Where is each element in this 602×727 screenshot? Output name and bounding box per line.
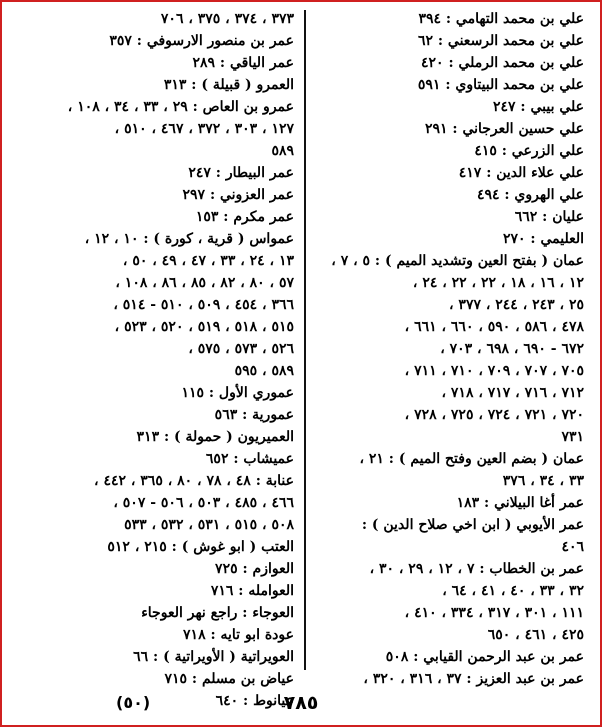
index-entry: عليان : ٦٦٢ — [514, 209, 584, 225]
index-entry: عمان ( بضم العين وفتح الميم ) : ٢١ ، — [359, 451, 584, 467]
index-entry: عمر مكرم : ١٥٣ — [195, 209, 294, 225]
index-entry: عمر بن الخطاب : ٧ ، ١٢ ، ٢٩ ، ٣٠ ، — [369, 561, 584, 577]
index-entry: ٥٢٦ ، ٥٧٣ ، ٥٧٥ ، — [188, 341, 294, 357]
index-entry: ٧٠٥ ، ٧٠٧ ، ٧٠٩ ، ٧١٠ ، ٧١١ ، — [404, 363, 584, 379]
index-entry: علي بن محمد الرسعني : ٦٢ — [417, 33, 584, 49]
index-entry: عمر أغا البيلاني : ١٨٣ — [456, 495, 584, 511]
index-entry: ٥٧ ، ٨٠ ، ٨٢ ، ٨٥ ، ٨٦ ، ١٠٨ ، — [115, 275, 294, 291]
index-entry: العوازم : ٧٢٥ — [215, 561, 294, 577]
index-entry: ٢٥ ، ٢٤٣ ، ٢٤٤ ، ٣٧٧ ، — [449, 297, 584, 313]
index-entry: علي حسين العرجاني : ٢٩١ — [424, 121, 584, 137]
index-entry: عيانوط : ٦٤٠ — [215, 693, 294, 709]
index-entry: ٤٢٥ ، ٤٦١ ، ٦٥٠ — [487, 627, 584, 643]
index-entry: علي بيبي : ٢٤٧ — [492, 99, 584, 115]
index-entry: العويراتية ( الأويراتية ) : ٦٦ — [133, 649, 294, 665]
index-entry: العتب ( ابو غوش ) : ٢١٥ ، ٥١٢ — [107, 539, 294, 555]
index-entry: عودة ابو تايه : ٧١٨ — [183, 627, 294, 643]
index-entry: علي الهروي : ٤٩٤ — [476, 187, 584, 203]
index-entry: ٥٨٩ — [271, 143, 294, 159]
index-entry: ٤٦٦ ، ٤٨٥ ، ٥٠٣ ، ٥٠٦ - ٥٠٧ ، — [113, 495, 294, 511]
index-entry: عياض بن مسلم : ٧١٥ — [164, 671, 294, 687]
index-entry: عمواس ( قرية ، كورة ) : ١٠ ، ١٢ ، — [84, 231, 294, 247]
index-entry: ٤٠٦ — [561, 539, 584, 555]
index-entry: العميريون ( حمولة ) : ٣١٣ — [136, 429, 294, 445]
index-entry: عمر العزوني : ٢٩٧ — [182, 187, 294, 203]
index-entry: عمورية : ٥٦٣ — [214, 407, 294, 423]
index-entry: ٦٧٢ - ٦٩٠ ، ٦٩٨ ، ٧٠٣ ، — [440, 341, 584, 357]
index-entry: عمرو بن العاص : ٢٩ ، ٣٣ ، ٣٤ ، ١٠٨ ، — [67, 99, 294, 115]
index-column-left — [8, 8, 294, 712]
index-entry: عميشاب : ٦٥٢ — [205, 451, 294, 467]
index-entry: ٣٦٦ ، ٤٥٤ ، ٥٠٩ ، ٥١٠ - ٥١٤ ، — [113, 297, 294, 313]
index-entry: عمر الياقي : ٢٨٩ — [192, 55, 294, 71]
index-entry: العوجاء : راجع نهر العوجاء — [141, 605, 294, 621]
index-entry: ٤٧٨ ، ٥٨٦ ، ٥٩٠ ، ٦٦٠ ، ٦٦١ ، — [404, 319, 584, 335]
index-entry: ٧٣١ — [561, 429, 584, 445]
index-entry: ١٢ ، ١٦ ، ١٨ ، ٢٢ ، ٢٢ ، ٢٤ ، — [412, 275, 584, 291]
index-entry: علي بن محمد البيتاوي : ٥٩١ — [417, 77, 584, 93]
index-entry: علي بن محمد التهامي : ٣٩٤ — [418, 11, 584, 27]
index-entry: ٣٧٣ ، ٣٧٤ ، ٣٧٥ ، ٧٠٦ — [160, 11, 294, 27]
index-entry: عمر بن عبد العزيز : ٣٧ ، ٣١٦ ، ٣٢٠ ، — [363, 671, 584, 687]
index-entry: عمر البيطار : ٢٤٧ — [188, 165, 294, 181]
index-entry: العليمي : ٢٧٠ — [502, 231, 584, 247]
index-entry: ١٣ ، ٢٤ ، ٣٣ ، ٤٧ ، ٤٩ ، ٥٠ ، — [122, 253, 294, 269]
index-entry: ٧١٢ ، ٧١٦ ، ٧١٧ ، ٧١٨ ، — [441, 385, 584, 401]
index-entry: ٥١٥ ، ٥١٨ ، ٥١٩ ، ٥٢٠ ، ٥٢٣ ، — [114, 319, 294, 335]
index-entry: عموري الأول : ١١٥ — [181, 385, 294, 401]
index-entry: ٥٠٨ ، ٥١٥ ، ٥٣١ ، ٥٣٢ ، ٥٣٣ — [124, 517, 294, 533]
index-column-right — [312, 8, 584, 690]
index-entry: علي بن محمد الرملي : ٤٢٠ — [421, 55, 584, 71]
index-entry: عمان ( بفتح العين وتشديد الميم ) : ٥ ، ٧ ، — [331, 253, 584, 269]
column-divider — [304, 10, 306, 670]
index-entry: عمر بن عبد الرحمن القيابي : ٥٠٨ — [385, 649, 584, 665]
index-entry: عمر الأيوبي ( ابن اخي صلاح الدين ) : — [361, 517, 584, 533]
index-entry: العوامله : ٧١٦ — [210, 583, 294, 599]
index-entry: ٧٢٠ ، ٧٢١ ، ٧٢٤ ، ٧٢٥ ، ٧٢٨ ، — [404, 407, 584, 423]
index-entry: ١٢٧ ، ٣٠٣ ، ٣٧٢ ، ٤٦٧ ، ٥١٠ ، — [114, 121, 294, 137]
part-number: (٥٠) — [116, 693, 151, 712]
index-entry: علي علاء الدين : ٤١٧ — [458, 165, 584, 181]
index-entry: ٣٣ ، ٣٤ ، ٣٧٦ — [502, 473, 584, 489]
index-entry: عنابة : ٤٨ ، ٧٨ ، ٨٠ ، ٣٦٥ ، ٤٤٢ ، — [94, 473, 294, 489]
index-entry: ٥٨٩ ، ٥٩٥ — [234, 363, 294, 379]
page-number: ٧٨٥ — [283, 692, 319, 714]
index-entry: العمرو ( قبيلة ) : ٣١٣ — [163, 77, 294, 93]
index-entry: ٣٢ ، ٣٣ ، ٤٠ ، ٤١ ، ٦٤ ، — [442, 583, 584, 599]
index-entry: عمر بن منصور الارسوفي : ٣٥٧ — [109, 33, 294, 49]
index-entry: علي الزرعي : ٤١٥ — [474, 143, 584, 159]
index-entry: ١١١ ، ٣٠١ ، ٣١٧ ، ٣٣٤ ، ٤١٠ ، — [404, 605, 584, 621]
